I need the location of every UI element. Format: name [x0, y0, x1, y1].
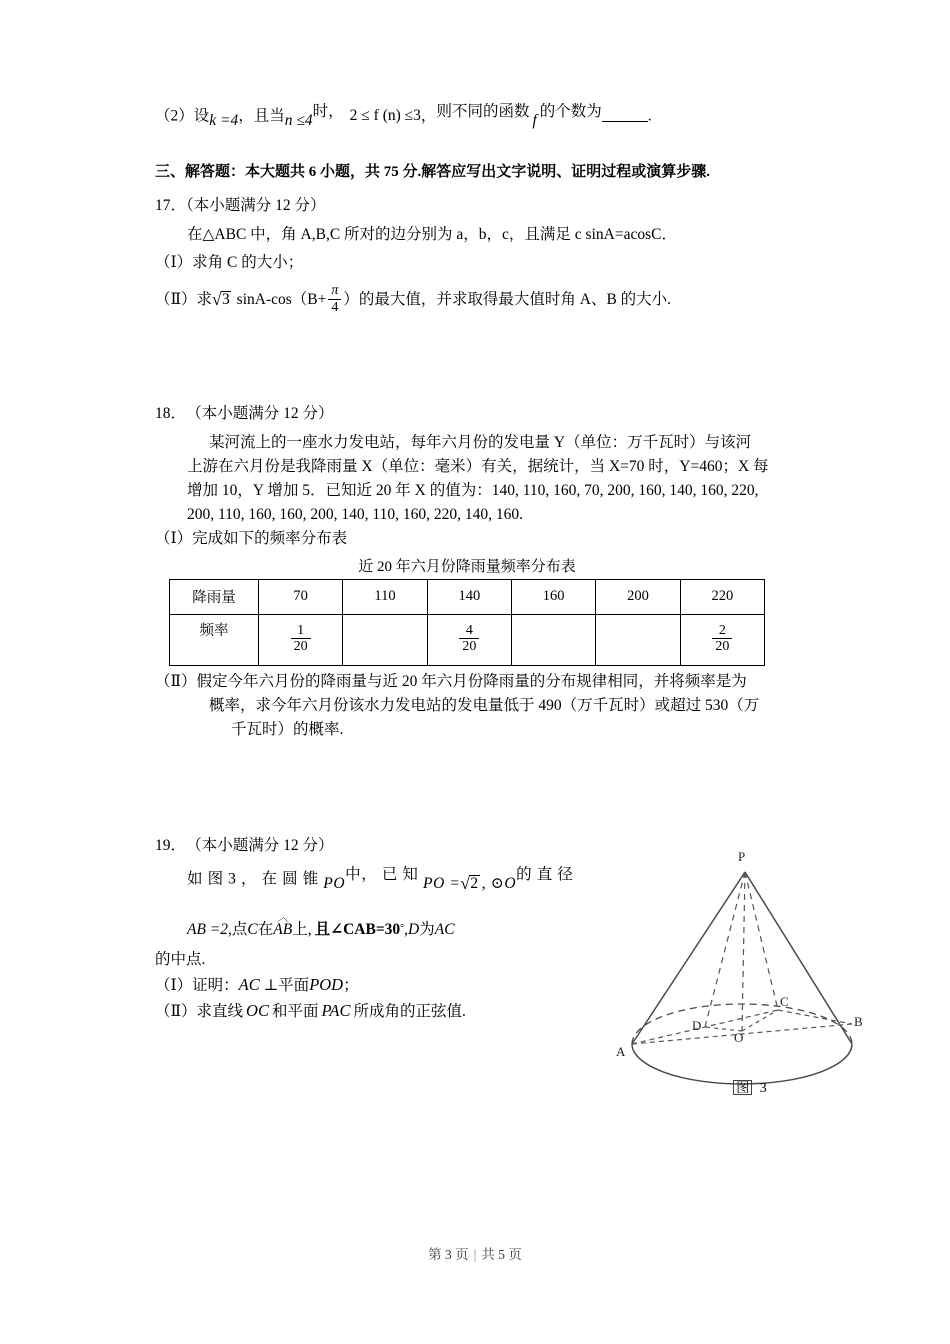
frac-5: $\frac{2}{20}$ [712, 623, 732, 654]
q19-p1-end: ； [343, 977, 359, 995]
q17-part2-post: ）的最大值，并求取得最大值时角 A、B 的大小. [343, 290, 672, 308]
q16-mid-3: 则不同的函数 [436, 103, 530, 120]
q17-part2-mid: sinA-cos（B+ [232, 290, 327, 308]
q19-p2-oc: OC [246, 1001, 269, 1021]
q19-arc-ab: ︿ AB [273, 918, 292, 942]
q16-comma-2: ， [420, 107, 437, 125]
q17-stem: 在△ABC 中，角 A,B,C 所对的边分别为 a，b，c，且满足 c sinA=acosC． [187, 225, 677, 243]
q16-prefix: （2）设 [155, 107, 210, 125]
q19-l2-h: 为 [419, 921, 435, 939]
q19-po: PO [323, 875, 346, 893]
base-ellipse-front [632, 1044, 852, 1084]
rainfall-cell-4: 200 [596, 579, 680, 614]
q16-eq-n: n ≤4 [284, 112, 313, 130]
q19-l2-e: 上, [292, 921, 312, 939]
row-label-frequency: 频率 [170, 614, 259, 665]
frequency-distribution-table [169, 579, 765, 666]
segment-pc [745, 872, 778, 1010]
frequency-cell-1[interactable] [343, 614, 427, 665]
chord-cb [778, 1010, 852, 1024]
q19-circle-o: , ⊙O [481, 875, 517, 893]
q19-po-eq: PO = [423, 875, 461, 893]
frequency-cell-2 [427, 614, 511, 665]
slant-pb [745, 872, 852, 1044]
q16-eq-k: k =4 [209, 112, 239, 130]
q19-p1-pre: （Ⅰ）证明： [155, 977, 239, 995]
q16-suffix: 的个数为 [539, 103, 602, 120]
segment-oc [742, 1010, 778, 1031]
question-17 [155, 194, 795, 316]
q18-part-2-line-3: 千瓦时）的概率. [231, 720, 344, 738]
q19-p1-ac: AC [238, 975, 260, 995]
page-footer [0, 1243, 950, 1263]
sqrt-3: √ 3 [212, 288, 233, 312]
footer-total-label: 共 5 页 [481, 1247, 522, 1262]
figure-caption [600, 1080, 900, 1097]
frac-0: $\frac{1}{20}$ [291, 623, 311, 654]
vertex-label-b: B [854, 1014, 863, 1029]
vertex-label-c: C [780, 994, 789, 1009]
q19-ac: AC [434, 921, 455, 939]
q19-stem-line-3: 的中点. [155, 951, 206, 969]
q18-number: 18． [155, 404, 187, 422]
q16-eq-f: 2 ≤ f (n) ≤3 [349, 107, 421, 125]
rainfall-cell-0: 70 [259, 579, 343, 614]
q18-stem-line-2: 上游在六月份是我降雨量 X（单位：毫米）有关，据统计，当 X=70 时，Y=460；X 每 [187, 457, 769, 475]
q19-l1-b: 中， 已 知 [345, 865, 419, 883]
q19-l1-c: 的 直 径 [516, 865, 574, 883]
q19-ab: AB =2, [187, 921, 232, 939]
rainfall-cell-1: 110 [343, 579, 427, 614]
q19-p1-pod: POD [309, 975, 344, 995]
vertex-label-p: P [738, 849, 746, 864]
degree-symbol: ° [400, 923, 405, 935]
q16-var-f: f [532, 112, 537, 130]
spacer-after-q18 [155, 742, 795, 834]
q17-part-2 [155, 285, 795, 316]
table-row-frequency [170, 614, 765, 665]
question-16-part-2 [155, 100, 795, 133]
q19-l2-b: 点 [231, 921, 248, 939]
q19-p2-mid: 和平面 [271, 1003, 319, 1021]
axis-po [742, 872, 745, 1031]
q18-heading [155, 402, 795, 426]
q19-perp-symbol: ⊥ [259, 977, 279, 995]
q18-part-2-line-2: 概率，求今年六月份该水力发电站的发电量低于 490（万千瓦时）或超过 530（万 [209, 696, 760, 714]
frequency-table-title: 近 20 年六月份降雨量频率分布表 [358, 558, 576, 575]
q19-number: 19． [155, 836, 187, 854]
frequency-cell-4[interactable] [596, 614, 680, 665]
question-18 [155, 402, 795, 742]
q19-score: （本小题满分 12 分） [194, 836, 334, 854]
rainfall-cell-3: 160 [511, 579, 595, 614]
frequency-cell-5 [680, 614, 764, 665]
q17-part-1: （Ⅰ）求角 C 的大小； [155, 253, 304, 271]
q19-p2-pac: PAC [321, 1001, 351, 1021]
q19-l2-f: , [404, 921, 409, 939]
vertex-label-d: D [692, 1018, 702, 1033]
q17-part2-pre: （Ⅱ）求 [155, 290, 213, 308]
q16-end: . [647, 107, 652, 125]
sqrt-2: √ 2 [460, 872, 481, 896]
vertex-label-a: A [616, 1044, 626, 1059]
frequency-cell-3[interactable] [511, 614, 595, 665]
q19-d: D [408, 921, 420, 939]
footer-page-label: 第 3 页 [428, 1247, 469, 1262]
q18-part-1: （Ⅰ）完成如下的频率分布表 [155, 529, 348, 547]
slant-pa [632, 872, 745, 1044]
q19-c: C [247, 921, 258, 939]
rainfall-cell-5: 220 [680, 579, 764, 614]
footer-separator: | [473, 1247, 477, 1262]
rainfall-cell-2: 140 [427, 579, 511, 614]
cone-svg [600, 848, 900, 1088]
q19-p2-end: 所成角的正弦值. [353, 1003, 466, 1021]
q16-mid-2: 时， [312, 103, 344, 120]
q19-l2-d: 在 [257, 921, 274, 939]
answer-blank[interactable] [602, 121, 648, 122]
vertex-label-o: O [734, 1030, 744, 1045]
q19-angle-cab: 且∠CAB=30 [314, 921, 401, 939]
q17-score: （本小题满分 12 分） [186, 196, 326, 214]
frac-2: $\frac{4}{20}$ [459, 623, 479, 654]
section-header: 三、解答题：本大题共 6 小题，共 75 分.解答应写出文字说明、证明过程或演算步骤. [155, 164, 711, 181]
q18-score: （本小题满分 12 分） [194, 404, 334, 422]
figure-caption-number: 3 [759, 1081, 767, 1096]
q18-stem-line-3: 增加 10，Y 增加 5．已知近 20 年 X 的值为：140, 110, 160, 70, 200, 160, 140, 160, 220, [187, 481, 759, 499]
q19-p1-mid: 平面 [278, 977, 310, 995]
q16-mid-1: 且当 [253, 107, 285, 125]
figure-caption-box: 图 [733, 1080, 752, 1095]
row-label-rainfall: 降雨量 [170, 579, 259, 614]
q17-number: 17． [155, 196, 187, 214]
q16-comma-1: ， [238, 107, 254, 125]
frequency-cell-0 [259, 614, 343, 665]
table-row-rainfall [170, 579, 765, 614]
q18-part-2-line-1: （Ⅱ）假定今年六月份的降雨量与近 20 年六月份降雨量的分布规律相同，并将频率是为 [155, 672, 747, 690]
q19-p2-pre: （Ⅱ）求直线 [155, 1003, 244, 1021]
fraction-pi-over-4: $\frac{\pi}{4}$ [328, 283, 341, 314]
q18-stem-line-4: 200, 110, 160, 160, 200, 140, 110, 160, 220, 140, 160. [187, 505, 523, 523]
q18-stem-line-1: 某河流上的一座水力发电站，每年六月份的发电量 Y（单位：万千瓦时）与该河 [209, 433, 752, 451]
q19-l1-a: 如 图 3 ， 在 圆 锥 [187, 870, 319, 888]
q17-heading [155, 194, 795, 218]
spacer-after-q17 [155, 316, 795, 402]
cone-figure [600, 848, 900, 1128]
